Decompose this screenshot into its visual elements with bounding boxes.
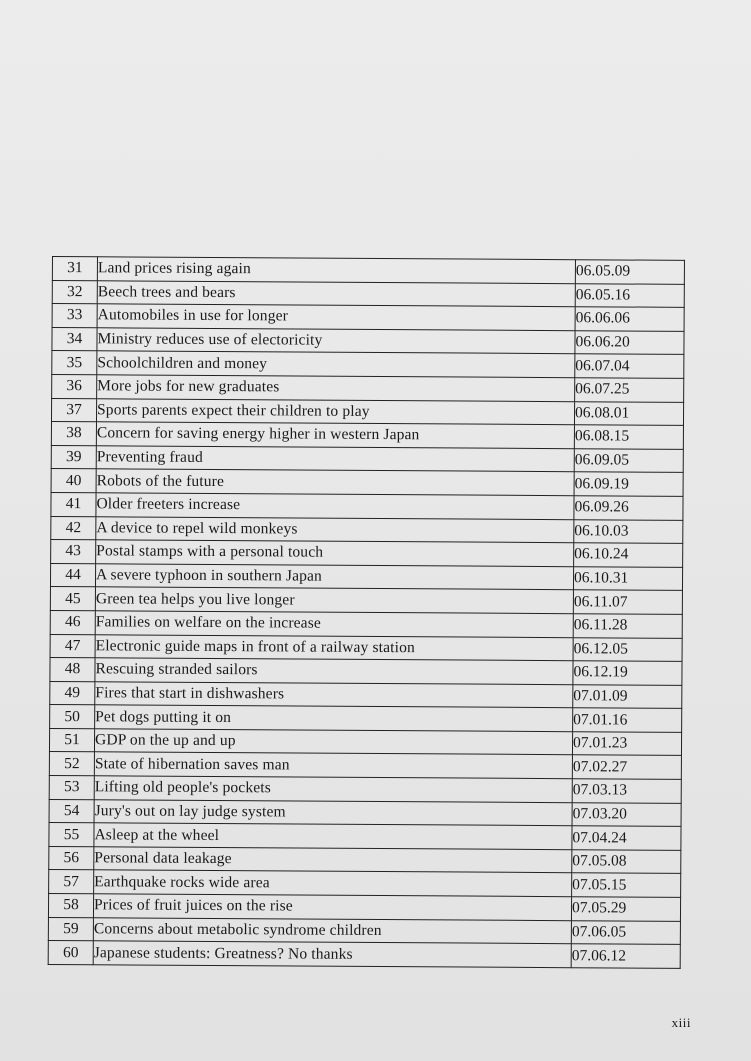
row-number: 31 xyxy=(52,257,97,281)
row-title: Fires that start in dishwashers xyxy=(95,681,573,708)
row-title: Families on welfare on the increase xyxy=(95,611,573,638)
row-date: 06.09.05 xyxy=(574,448,683,472)
row-title: Personal data leakage xyxy=(94,847,572,874)
row-title: A severe typhoon in southern Japan xyxy=(95,563,573,590)
row-title: Rescuing stranded sailors xyxy=(95,658,573,685)
row-number: 35 xyxy=(52,351,97,375)
row-date: 06.10.31 xyxy=(573,566,682,590)
row-title: Robots of the future xyxy=(96,469,574,496)
row-number: 32 xyxy=(52,280,97,304)
row-date: 06.10.03 xyxy=(574,519,683,543)
contents-table xyxy=(48,256,685,969)
table-row xyxy=(52,257,684,284)
row-date: 06.12.05 xyxy=(573,637,682,661)
row-number: 60 xyxy=(48,941,93,965)
row-title: Postal stamps with a personal touch xyxy=(96,540,574,567)
table-row xyxy=(49,776,681,803)
row-number: 53 xyxy=(49,776,94,800)
table-row xyxy=(48,917,680,944)
table-row xyxy=(49,728,681,755)
row-title: Prices of fruit juices on the rise xyxy=(93,894,571,921)
row-number: 40 xyxy=(51,469,96,493)
row-date: 07.05.15 xyxy=(572,873,681,897)
row-title: Asleep at the wheel xyxy=(94,823,572,850)
table-row xyxy=(50,610,682,637)
row-title: A device to repel wild monkeys xyxy=(96,516,574,543)
table-row xyxy=(50,658,682,685)
row-title: GDP on the up and up xyxy=(94,729,572,756)
table-row xyxy=(49,870,681,897)
row-date: 06.08.15 xyxy=(574,425,683,449)
row-number: 54 xyxy=(49,799,94,823)
row-date: 07.04.24 xyxy=(572,826,681,850)
row-number: 34 xyxy=(52,327,97,351)
row-date: 07.06.12 xyxy=(571,944,680,968)
table-row xyxy=(51,445,683,472)
table-row xyxy=(49,823,681,850)
row-title: Sports parents expect their children to play xyxy=(96,398,574,425)
table-row xyxy=(51,540,683,567)
table-row xyxy=(50,563,682,590)
row-number: 45 xyxy=(50,587,95,611)
row-date: 06.07.04 xyxy=(575,354,684,378)
row-number: 50 xyxy=(50,705,95,729)
row-number: 48 xyxy=(50,658,95,682)
row-number: 37 xyxy=(51,398,96,422)
table-row xyxy=(50,634,682,661)
row-date: 07.01.16 xyxy=(573,708,682,732)
row-number: 51 xyxy=(49,728,94,752)
row-date: 06.06.06 xyxy=(575,307,684,331)
row-number: 41 xyxy=(51,492,96,516)
row-number: 58 xyxy=(48,894,93,918)
row-number: 42 xyxy=(51,516,96,540)
row-title: Earthquake rocks wide area xyxy=(94,870,572,897)
table-row xyxy=(52,327,684,354)
row-date: 07.05.08 xyxy=(572,850,681,874)
row-title: Jury's out on lay judge system xyxy=(94,799,572,826)
table-row xyxy=(48,894,680,921)
row-date: 07.05.29 xyxy=(571,897,680,921)
row-title: Electronic guide maps in front of a railway station xyxy=(95,634,573,661)
row-title: Automobiles in use for longer xyxy=(97,304,575,331)
table-row xyxy=(49,846,681,873)
row-title: Pet dogs putting it on xyxy=(95,705,573,732)
row-number: 43 xyxy=(51,540,96,564)
table-row xyxy=(49,799,681,826)
row-number: 39 xyxy=(51,445,96,469)
row-number: 44 xyxy=(50,563,95,587)
table-row xyxy=(51,398,683,425)
row-date: 06.11.28 xyxy=(573,614,682,638)
row-date: 07.02.27 xyxy=(572,755,681,779)
row-date: 07.03.13 xyxy=(572,779,681,803)
row-date: 07.06.05 xyxy=(571,920,680,944)
row-date: 06.10.24 xyxy=(574,543,683,567)
row-number: 47 xyxy=(50,634,95,658)
table-row xyxy=(50,705,682,732)
row-title: More jobs for new graduates xyxy=(97,375,575,402)
row-number: 59 xyxy=(48,917,93,941)
table-row xyxy=(48,941,680,968)
row-title: Green tea helps you live longer xyxy=(95,587,573,614)
table-row xyxy=(49,752,681,779)
table-row xyxy=(52,374,684,401)
row-number: 49 xyxy=(50,681,95,705)
row-title: State of hibernation saves man xyxy=(94,752,572,779)
table-row xyxy=(50,681,682,708)
table-row xyxy=(51,516,683,543)
row-title: Concern for saving energy higher in western Japan xyxy=(96,422,574,449)
row-date: 07.01.23 xyxy=(572,732,681,756)
row-number: 38 xyxy=(51,422,96,446)
contents-table-body xyxy=(48,257,684,969)
row-number: 46 xyxy=(50,610,95,634)
row-number: 55 xyxy=(49,823,94,847)
row-title: Lifting old people's pockets xyxy=(94,776,572,803)
row-date: 06.08.01 xyxy=(574,401,683,425)
row-number: 56 xyxy=(49,846,94,870)
table-row xyxy=(51,422,683,449)
row-title: Older freeters increase xyxy=(96,493,574,520)
table-row xyxy=(50,587,682,614)
row-date: 06.05.16 xyxy=(575,283,684,307)
row-date: 06.05.09 xyxy=(575,260,684,284)
row-number: 33 xyxy=(52,304,97,328)
table-row xyxy=(52,351,684,378)
row-date: 06.09.26 xyxy=(574,496,683,520)
row-date: 06.07.25 xyxy=(575,378,684,402)
row-date: 06.09.19 xyxy=(574,472,683,496)
row-date: 06.11.07 xyxy=(573,590,682,614)
row-date: 07.03.20 xyxy=(572,802,681,826)
row-date: 07.01.09 xyxy=(573,684,682,708)
row-title: Ministry reduces use of electoricity xyxy=(97,328,575,355)
row-number: 52 xyxy=(49,752,94,776)
row-title: Schoolchildren and money xyxy=(97,351,575,378)
row-number: 36 xyxy=(52,374,97,398)
row-title: Concerns about metabolic syndrome children xyxy=(93,917,571,944)
row-title: Preventing fraud xyxy=(96,446,574,473)
row-number: 57 xyxy=(49,870,94,894)
table-row xyxy=(51,492,683,519)
page-number: xiii xyxy=(671,1015,691,1030)
table-row xyxy=(52,280,684,307)
row-title: Beech trees and bears xyxy=(97,280,575,307)
table-row xyxy=(51,469,683,496)
table-row xyxy=(52,304,684,331)
row-title: Land prices rising again xyxy=(97,257,575,284)
row-date: 06.12.19 xyxy=(573,661,682,685)
row-date: 06.06.20 xyxy=(575,330,684,354)
row-title: Japanese students: Greatness? No thanks xyxy=(93,941,571,968)
